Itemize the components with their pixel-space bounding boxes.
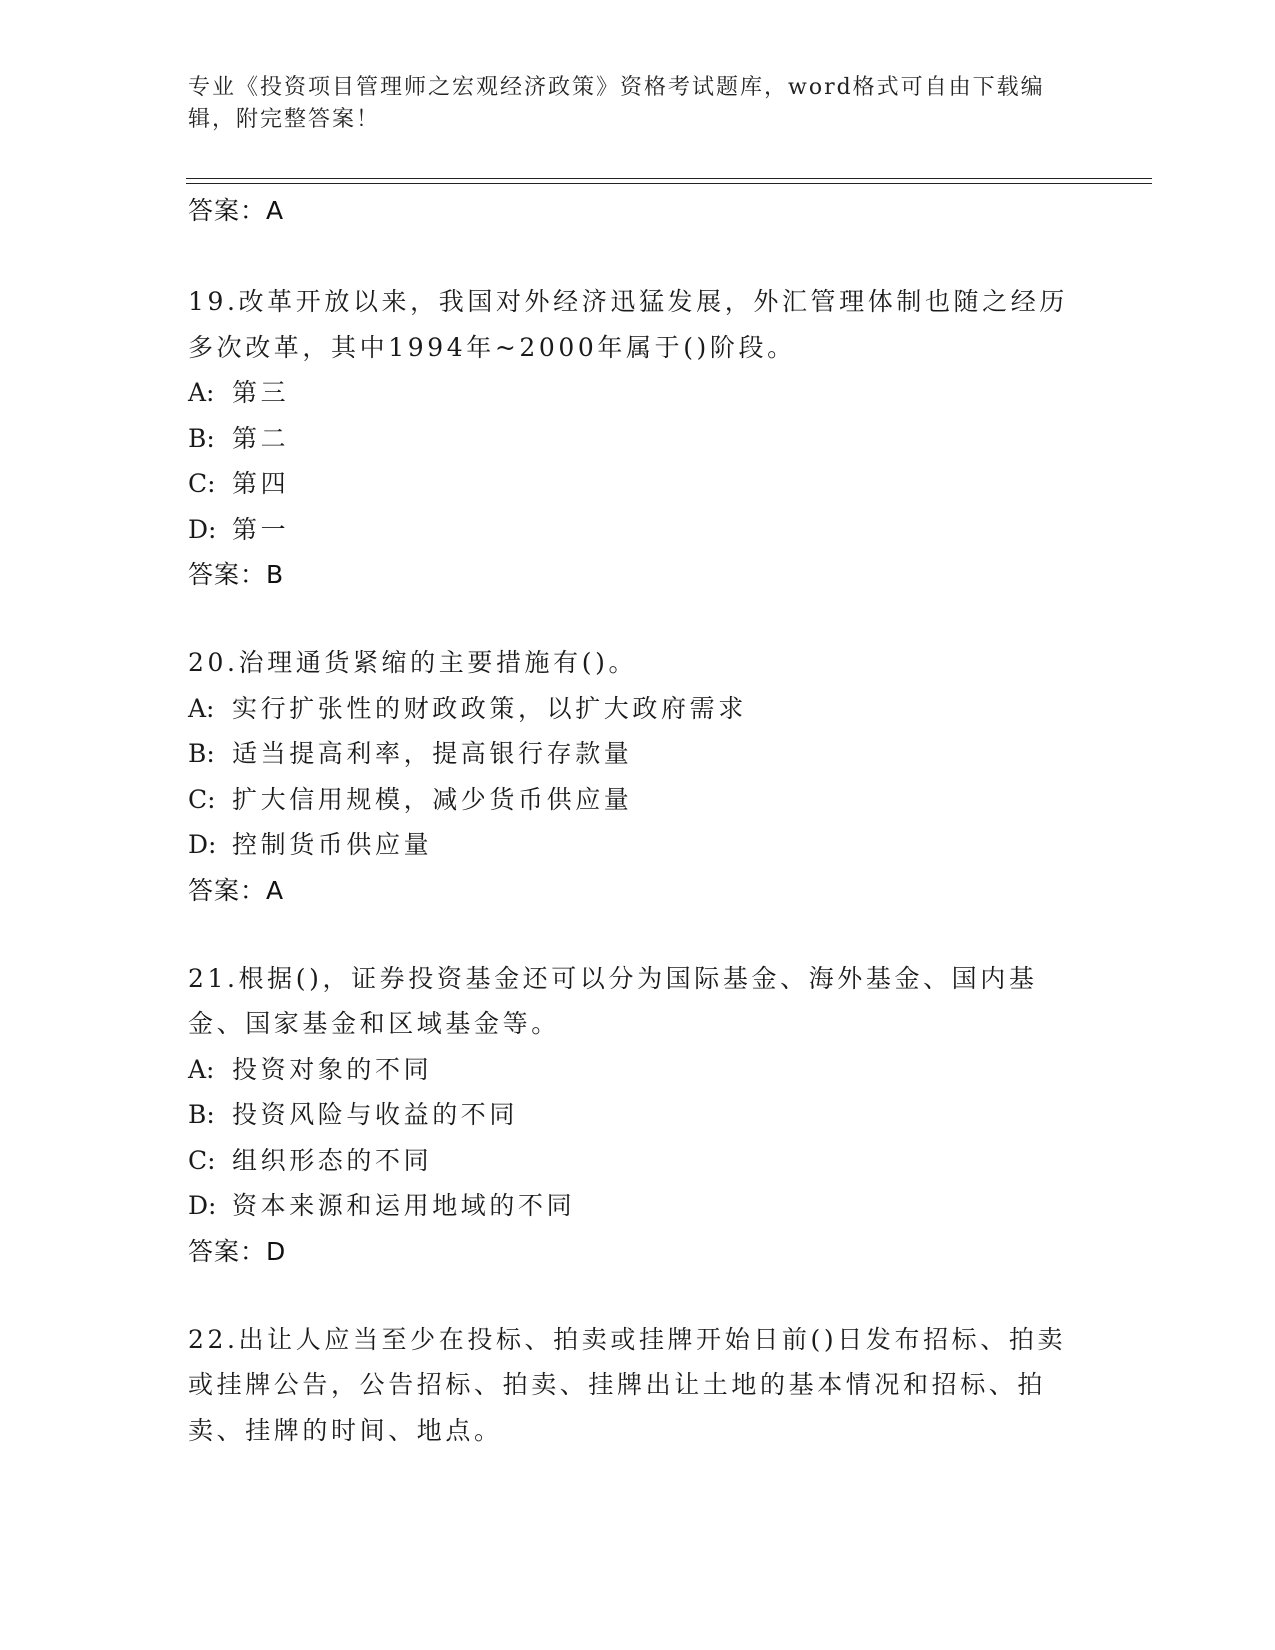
question-item [188,1317,1088,1454]
option-text: 扩大信用规模，减少货币供应量 [232,784,633,814]
option-key: B: [188,1100,215,1129]
option-a [188,370,1088,416]
option-key: D: [188,830,217,859]
option-text: 第二 [232,423,290,453]
option-key: C: [188,469,216,498]
answer-line [188,1229,1088,1275]
answer-label: 答案： [188,560,267,589]
option-text: 控制货币供应量 [232,830,433,859]
answer-label: 答案： [188,1236,267,1266]
question-text: 21.根据()，证券投资基金还可以分为国际基金、海外基金、国内基金、国家基金和区域基金等。 [188,963,1038,1038]
option-text: 第四 [232,469,290,498]
option-key: B: [188,739,215,768]
answer-label: 答案： [188,196,267,225]
option-text: 投资风险与收益的不同 [232,1100,519,1129]
option-key: A: [188,693,215,723]
answer-value: D [266,1236,287,1266]
option-key: A: [188,378,215,407]
option-c [188,1138,1088,1184]
answer-value: A [266,196,285,225]
answer-value: B [266,560,285,589]
option-b [188,731,1088,777]
document-header: 专业《投资项目管理师之宏观经济政策》资格考试题库，word格式可自由下载编辑，附完整答案！ [188,75,1045,132]
option-a [188,686,1088,732]
header-rule-top [186,178,1152,179]
option-d [188,1183,1088,1229]
option-key: D: [188,514,217,544]
option-key: B: [188,423,215,453]
question-item [188,640,1088,914]
answer-line [188,552,1088,598]
question-text: 20.治理通货紧缩的主要措施有()。 [188,648,638,677]
option-text: 投资对象的不同 [232,1054,433,1084]
header-rule-bottom [186,183,1152,184]
option-key: C: [188,1145,216,1175]
option-b [188,416,1088,462]
answer-value: A [266,875,285,905]
option-key: D: [188,1191,217,1220]
answer-line [188,185,1088,237]
question-list [188,185,1088,1453]
option-text: 实行扩张性的财政政策，以扩大政府需求 [232,693,747,723]
option-key: C: [188,784,216,814]
option-text: 资本来源和运用地域的不同 [232,1191,576,1220]
option-b [188,1092,1088,1138]
question-item [188,279,1088,598]
answer-line [188,868,1088,914]
question-text: 22.出让人应当至少在投标、拍卖或挂牌开始日前()日发布招标、拍卖或挂牌公告，公告招标、拍卖、挂牌出让土地的基本情况和招标、拍卖、挂牌的时间、地点。 [188,1324,1067,1445]
option-key: A: [188,1054,215,1084]
question-item [188,956,1088,1275]
option-d [188,822,1088,868]
option-c [188,461,1088,507]
option-text: 第三 [232,378,290,407]
answer-label: 答案： [188,875,267,905]
option-text: 组织形态的不同 [232,1145,433,1175]
option-text: 适当提高利率，提高银行存款量 [232,739,633,768]
option-d [188,507,1088,553]
option-text: 第一 [232,514,290,544]
question-text: 19.改革开放以来，我国对外经济迅猛发展，外汇管理体制也随之经历多次改革，其中1994年~2000年属于()阶段。 [188,287,1068,362]
option-a [188,1047,1088,1093]
option-c [188,777,1088,823]
